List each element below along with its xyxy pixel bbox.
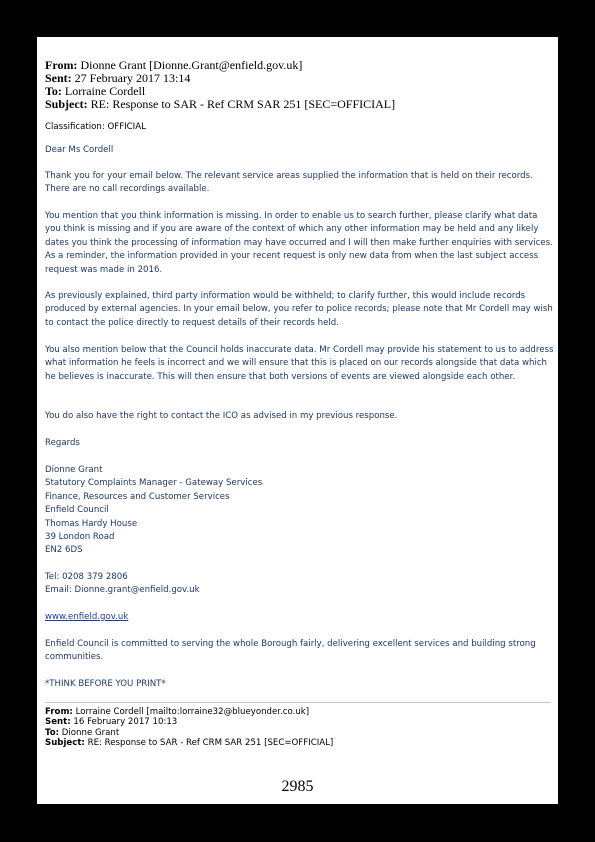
paragraph-3: As previously explained, third party information would be withheld; to clarify further, this would include records produced by external agencies. In your email below, you refer to police records; please note that Mr Cordell may wish to contact the police directly to request details of their records held. <box>45 291 553 328</box>
header-subject-value: RE: Response to SAR - Ref CRM SAR 251 [SEC=OFFICIAL] <box>90 97 396 111</box>
page-number: 2985 <box>281 778 314 795</box>
signature-block <box>45 464 555 558</box>
forwarded-from: From: Lorraine Cordell [mailto:lorraine32@blueyonder.co.uk] <box>45 707 310 717</box>
paragraph-5: You do also have the right to contact the ICO as advised in my previous response. <box>45 411 398 421</box>
header-sent-value: 27 February 2017 13:14 <box>74 71 191 85</box>
header-from-value: Dionne Grant [Dionne.Grant@enfield.gov.uk] <box>80 58 303 72</box>
classification: Classification: OFFICIAL <box>45 122 146 132</box>
signature-email: Email: Dionne.grant@enfield.gov.uk <box>45 585 200 595</box>
signature-tel: Tel: 0208 379 2806 <box>45 572 128 582</box>
paragraph-2: You mention that you think information is missing. In order to enable us to search further, please clarify what data you think is missing and if you are aware of the context of which any other information may be held and any likely dates you think the processing of information may have occurred and I will then make further enquiries with services. As a reminder, the information provided in your recent request is only new data from when the last subject access request was made in 2016. <box>45 211 553 275</box>
header-subject: Subject: RE: Response to SAR - Ref CRM SAR 251 [SEC=OFFICIAL] <box>45 97 396 111</box>
forwarded-subject: Subject: RE: Response to SAR - Ref CRM SAR 251 [SEC=OFFICIAL] <box>45 738 334 748</box>
website-link-row <box>45 611 555 624</box>
divider <box>45 702 551 703</box>
document-page <box>37 37 558 804</box>
paragraph-1: Thank you for your email below. The relevant service areas supplied the information that is held on their records. There are no call recordings available. <box>45 171 533 195</box>
signature-name: Dionne Grant <box>45 465 103 475</box>
print-note: *THINK BEFORE YOU PRINT* <box>45 679 166 689</box>
forwarded-to-value: Dionne Grant <box>61 728 120 738</box>
council-statement: Enfield Council is committed to serving the whole Borough fairly, delivering excellent services and building strong communities. <box>45 639 536 663</box>
signature-org: Enfield Council <box>45 505 109 516</box>
signature-title: Statutory Complaints Manager - Gateway Services <box>45 478 263 489</box>
signature-postcode: EN2 6DS <box>45 545 83 556</box>
website-link[interactable]: www.enfield.gov.uk <box>45 612 129 622</box>
signature-street: 39 London Road <box>45 532 115 543</box>
header-from: From: Dionne Grant [Dionne.Grant@enfield.gov.uk] <box>45 58 303 72</box>
signature-department: Finance, Resources and Customer Services <box>45 491 230 502</box>
forwarded-sent-value: 16 February 2017 10:13 <box>73 717 178 727</box>
closing: Regards <box>45 438 80 448</box>
paragraph-4: You also mention below that the Council holds inaccurate data. Mr Cordell may provide his statement to us to address what information he feels is incorrect and we will ensure that this is placed on our records alongside that data which he believes is inaccurate. This will then ensure that both versions of events are viewed alongside each other. <box>45 345 554 382</box>
forwarded-sent: Sent: 16 February 2017 10:13 <box>45 717 178 727</box>
header-to: To: Lorraine Cordell <box>45 84 146 98</box>
forwarded-from-value: Lorraine Cordell [mailto:lorraine32@blueyonder.co.uk] <box>75 707 310 717</box>
header-to-value: Lorraine Cordell <box>64 84 146 98</box>
forwarded-to: To: Dionne Grant <box>45 728 120 738</box>
header-sent: Sent: 27 February 2017 13:14 <box>45 71 191 85</box>
forwarded-subject-value: RE: Response to SAR - Ref CRM SAR 251 [SEC=OFFICIAL] <box>87 738 334 748</box>
signature-building: Thomas Hardy House <box>45 518 138 529</box>
salutation: Dear Ms Cordell <box>45 145 114 155</box>
